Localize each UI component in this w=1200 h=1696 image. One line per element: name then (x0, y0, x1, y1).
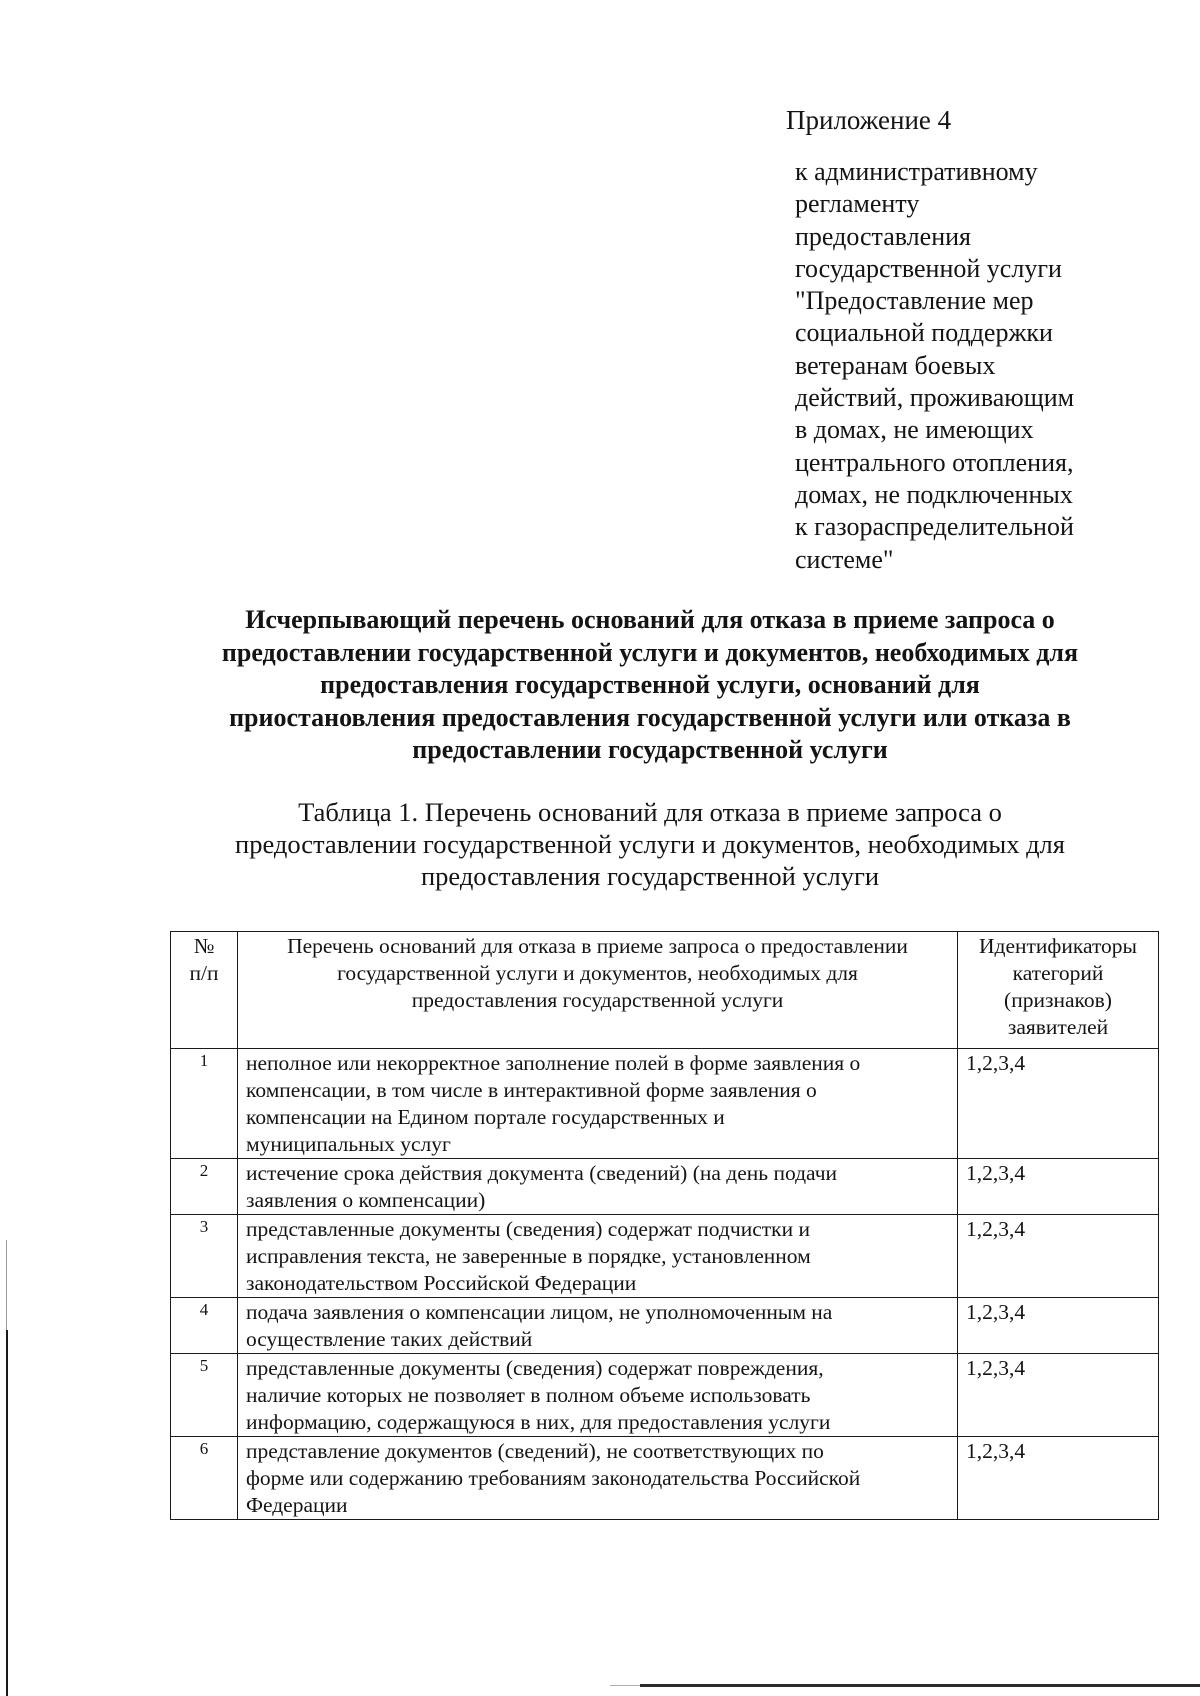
header-ids-line: (признаков) (1004, 988, 1112, 1012)
header-number-line: № (193, 934, 215, 958)
appendix-subtitle-line: системе" (795, 544, 894, 574)
header-applicant-ids (958, 932, 1159, 1049)
heading-line: Исчерпывающий перечень оснований для отказа в приеме запроса о (245, 605, 1055, 634)
row-number: 6 (171, 1437, 238, 1520)
appendix-subtitle-line: в домах, не имеющих (795, 415, 1034, 445)
reason-line: компенсации на Едином портале государственных и (246, 1105, 725, 1129)
row-reason (238, 1437, 958, 1520)
row-applicant-ids: 1,2,3,4 (958, 1049, 1159, 1159)
appendix-subtitle-line: государственной услуги (795, 253, 1062, 283)
row-applicant-ids: 1,2,3,4 (958, 1437, 1159, 1520)
row-reason (238, 1354, 958, 1437)
row-number: 5 (171, 1354, 238, 1437)
reason-line: законодательством Российской Федерации (246, 1271, 637, 1295)
table-header-row (171, 932, 1159, 1049)
row-number: 3 (171, 1215, 238, 1298)
header-number-line: п/п (189, 961, 219, 985)
header-ids-line: категорий (1012, 961, 1104, 985)
reason-line: осуществление таких действий (246, 1327, 533, 1351)
row-applicant-ids: 1,2,3,4 (958, 1298, 1159, 1354)
header-ids-line: Идентификаторы (978, 934, 1138, 958)
row-number: 4 (171, 1298, 238, 1354)
caption-line: Таблица 1. Перечень оснований для отказа в приеме запроса о (298, 797, 1002, 827)
caption-line: предоставления государственной услуги (420, 861, 880, 891)
heading-line: предоставлении государственной услуги (412, 735, 888, 764)
appendix-subtitle-line: ветеранам боевых (795, 350, 996, 380)
table-row (171, 1159, 1159, 1215)
appendix-title: Приложение 4 (786, 105, 952, 135)
appendix-subtitle-line: к административному (795, 157, 1038, 186)
row-number: 2 (171, 1159, 238, 1215)
row-reason (238, 1159, 958, 1215)
table-row (171, 1354, 1159, 1437)
reason-line: исправления текста, не заверенные в порядке, установленном (246, 1244, 811, 1268)
header-reason-line: государственной услуги и документов, необходимых для (337, 961, 858, 985)
appendix-subtitle-line: "Предоставление мер (795, 286, 1034, 316)
appendix-subtitle-line: домах, не подключенных (795, 479, 1073, 509)
appendix-subtitle-line: регламенту (795, 189, 920, 219)
reason-line: представление документов (сведений), не соответствующих по (246, 1439, 824, 1463)
appendix-subtitle (795, 156, 1125, 576)
row-applicant-ids: 1,2,3,4 (958, 1215, 1159, 1298)
reason-line: форме или содержанию требованиям законодательства Российской (246, 1466, 861, 1490)
row-applicant-ids: 1,2,3,4 (958, 1354, 1159, 1437)
reason-line: муниципальных услуг (246, 1132, 451, 1156)
row-reason (238, 1215, 958, 1298)
reason-line: Федерации (246, 1493, 348, 1517)
appendix-subtitle-line: социальной поддержки (795, 318, 1053, 348)
row-number: 1 (171, 1049, 238, 1159)
header-ids-line: заявителей (1007, 1015, 1109, 1039)
heading-line: предоставлении государственной услуги и документов, необходимых для (221, 637, 1079, 667)
caption-line: предоставлении государственной услуги и документов, необходимых для (235, 829, 1065, 859)
reason-line: представленные документы (сведения) содержат повреждения, (246, 1356, 824, 1380)
scan-edge-bottom (640, 1684, 1200, 1687)
reason-line: подача заявления о компенсации лицом, не уполномоченным на (246, 1300, 833, 1324)
row-applicant-ids: 1,2,3,4 (958, 1159, 1159, 1215)
reason-line: заявления о компенсации) (246, 1188, 486, 1212)
table-caption (150, 796, 1150, 892)
table-row (171, 1298, 1159, 1354)
document-heading (150, 604, 1150, 767)
header-number (171, 932, 238, 1049)
row-reason (238, 1049, 958, 1159)
header-reason-line: Перечень оснований для отказа в приеме запроса о предоставлении (287, 934, 908, 958)
heading-line: предоставления государственной услуги, оснований для (320, 670, 980, 699)
header-reason (238, 932, 958, 1049)
appendix-subtitle-line: к газораспределительной (795, 512, 1074, 542)
reasons-table (170, 931, 1159, 1520)
reason-line: наличие которых не позволяет в полном объеме использовать (246, 1383, 811, 1407)
reason-line: неполное или некорректное заполнение полей в форме заявления о (246, 1051, 861, 1075)
reason-line: компенсации, в том числе в интерактивной форме заявления о (246, 1078, 817, 1102)
reason-line: представленные документы (сведения) содержат подчистки и (246, 1217, 810, 1241)
scan-edge-left (6, 1330, 8, 1696)
scan-edge-faint (6, 1240, 7, 1330)
reason-line: информацию, содержащуюся в них, для предоставления услуги (246, 1410, 831, 1434)
table-row (171, 1437, 1159, 1520)
heading-line: приостановления предоставления государственной услуги или отказа в (229, 702, 1071, 732)
row-reason (238, 1298, 958, 1354)
appendix-subtitle-line: действий, проживающим (795, 383, 1075, 413)
scan-edge-bottom-faint (610, 1685, 640, 1686)
appendix-subtitle-line: центрального отопления, (795, 447, 1074, 477)
appendix-subtitle-line: предоставления (795, 221, 971, 251)
header-reason-line: предоставления государственной услуги (411, 988, 784, 1012)
reason-line: истечение срока действия документа (сведений) (на день подачи (246, 1161, 838, 1185)
table-row (171, 1049, 1159, 1159)
table-row (171, 1215, 1159, 1298)
